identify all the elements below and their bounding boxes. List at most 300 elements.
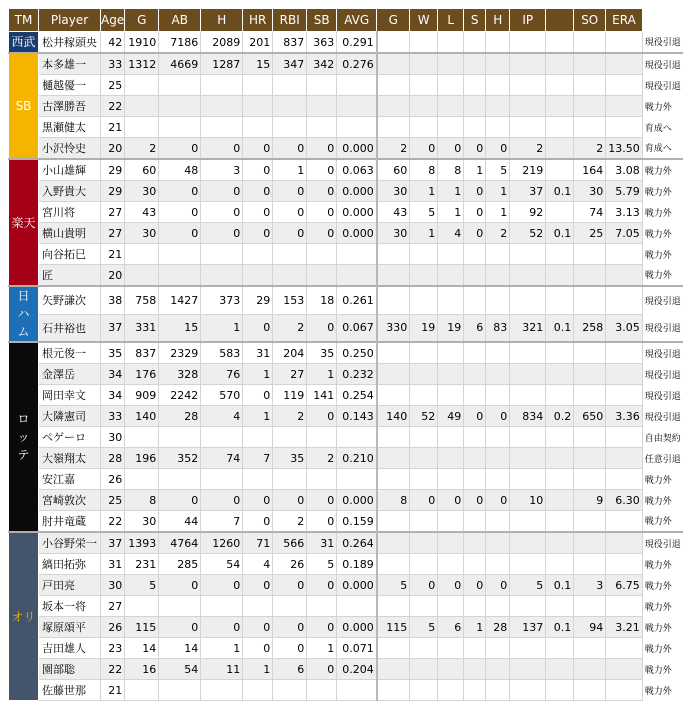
stat-cell: 4 [438, 223, 464, 244]
stat-cell: 9 [574, 490, 606, 511]
stat-cell [337, 75, 377, 96]
stat-cell [273, 75, 307, 96]
stat-cell [438, 448, 464, 469]
stat-cell [410, 427, 438, 448]
stat-cell [510, 244, 546, 265]
stat-cell: 8 [438, 159, 464, 181]
stat-cell [486, 364, 510, 385]
table-row[interactable] [9, 469, 683, 490]
stat-cell [201, 75, 243, 96]
stat-cell: 0.232 [337, 364, 377, 385]
player-name: 岡田幸文 [39, 385, 101, 406]
stat-cell: 115 [377, 617, 410, 638]
column-header[interactable]: AVG [337, 9, 377, 32]
stat-cell: 76 [201, 364, 243, 385]
stat-cell: 25 [101, 490, 125, 511]
stat-cell [464, 469, 486, 490]
stat-cell [486, 244, 510, 265]
stat-cell: 0.000 [337, 617, 377, 638]
stat-cell: 52 [410, 406, 438, 427]
status-note: 自由契約 [642, 427, 683, 448]
stat-cell: 28 [159, 406, 201, 427]
stat-cell: 0 [273, 223, 307, 244]
stat-cell [464, 427, 486, 448]
stat-cell: 54 [159, 659, 201, 680]
stat-cell [546, 265, 574, 287]
stat-cell [201, 469, 243, 490]
stats-table-container [8, 8, 683, 701]
stat-cell: 3.05 [606, 314, 643, 342]
stat-cell: 0 [486, 138, 510, 160]
stat-cell: 2 [273, 406, 307, 427]
stat-cell: 0 [464, 575, 486, 596]
stat-cell: 0.000 [337, 575, 377, 596]
stat-cell [574, 364, 606, 385]
stat-cell [606, 32, 643, 54]
stat-cell [574, 659, 606, 680]
stat-cell: 37 [101, 314, 125, 342]
stat-cell: 0 [159, 490, 201, 511]
table-row[interactable] [9, 202, 683, 223]
table-row[interactable] [9, 659, 683, 680]
stat-cell [606, 117, 643, 138]
stat-cell: 16 [125, 659, 159, 680]
table-row[interactable] [9, 511, 683, 533]
stat-cell [574, 342, 606, 364]
stat-cell: 119 [273, 385, 307, 406]
stat-cell [574, 32, 606, 54]
stat-cell [337, 265, 377, 287]
stat-cell: 0.254 [337, 385, 377, 406]
stat-cell [574, 117, 606, 138]
stat-cell: 1260 [201, 532, 243, 554]
table-row[interactable] [9, 406, 683, 427]
column-header[interactable]: SB [307, 9, 337, 32]
stat-cell: 43 [377, 202, 410, 223]
stat-cell: 2 [486, 223, 510, 244]
stat-cell: 44 [159, 511, 201, 533]
stat-cell [574, 286, 606, 314]
stat-cell [273, 469, 307, 490]
stat-cell [243, 427, 273, 448]
stat-cell: 4 [201, 406, 243, 427]
stat-cell: 1 [410, 181, 438, 202]
stat-cell [410, 638, 438, 659]
stat-cell: 0 [243, 575, 273, 596]
stat-cell: 0 [201, 181, 243, 202]
stat-cell: 48 [159, 159, 201, 181]
stat-cell [337, 680, 377, 701]
table-row[interactable] [9, 314, 683, 342]
player-name: 本多雄一 [39, 53, 101, 75]
stat-cell: 22 [101, 511, 125, 533]
stat-cell [546, 96, 574, 117]
stat-cell: 0 [486, 490, 510, 511]
stat-cell: 71 [243, 532, 273, 554]
status-note: 戦力外 [642, 202, 683, 223]
table-row[interactable] [9, 223, 683, 244]
stat-cell: 14 [159, 638, 201, 659]
table-row[interactable] [9, 575, 683, 596]
stat-cell: 29 [101, 181, 125, 202]
stat-cell: 0.291 [337, 32, 377, 54]
player-name: 大嶺翔太 [39, 448, 101, 469]
stat-cell: 7186 [159, 32, 201, 54]
table-row[interactable] [9, 181, 683, 202]
stat-cell: 373 [201, 286, 243, 314]
table-row[interactable] [9, 159, 683, 181]
player-name: 入野貴大 [39, 181, 101, 202]
player-name: 小沢怜史 [39, 138, 101, 160]
stat-cell [243, 680, 273, 701]
stat-cell: 60 [125, 159, 159, 181]
stat-cell [377, 554, 410, 575]
column-header[interactable]: HR [243, 9, 273, 32]
stat-cell: 1 [438, 181, 464, 202]
status-note: 戦力外 [642, 265, 683, 287]
stat-cell [464, 554, 486, 575]
stat-cell [510, 286, 546, 314]
stat-cell [410, 32, 438, 54]
stat-cell: 31 [243, 342, 273, 364]
stat-cell: 1287 [201, 53, 243, 75]
stat-cell [438, 596, 464, 617]
stat-cell [159, 265, 201, 287]
stat-cell: 201 [243, 32, 273, 54]
stat-cell [377, 596, 410, 617]
stat-cell: 2 [510, 138, 546, 160]
player-name: 匠 [39, 265, 101, 287]
stat-cell: 0 [201, 202, 243, 223]
stat-cell: 8 [125, 490, 159, 511]
stat-cell: 834 [510, 406, 546, 427]
status-note: 戦力外 [642, 244, 683, 265]
stat-cell [546, 532, 574, 554]
stat-cell [410, 385, 438, 406]
column-header[interactable]: IP [510, 9, 546, 32]
stat-cell [606, 638, 643, 659]
stat-cell [273, 117, 307, 138]
stat-cell: 0 [307, 223, 337, 244]
stat-cell: 0 [243, 617, 273, 638]
stat-cell [546, 286, 574, 314]
stat-cell [125, 469, 159, 490]
stat-cell [510, 511, 546, 533]
stat-cell [377, 427, 410, 448]
table-row[interactable] [9, 138, 683, 160]
stat-cell: 1427 [159, 286, 201, 314]
stat-cell [486, 638, 510, 659]
stat-cell [410, 286, 438, 314]
stat-cell [438, 286, 464, 314]
player-name: 横山貴明 [39, 223, 101, 244]
stat-cell [377, 244, 410, 265]
stat-cell [486, 96, 510, 117]
column-header[interactable]: TM [9, 9, 39, 32]
column-header[interactable]: ERA [606, 9, 643, 32]
stat-cell [243, 265, 273, 287]
column-header[interactable]: Age [101, 9, 125, 32]
stat-cell [546, 32, 574, 54]
stat-cell: 34 [101, 385, 125, 406]
stat-cell [438, 469, 464, 490]
stat-cell [464, 385, 486, 406]
stat-cell: 0 [464, 181, 486, 202]
stat-cell [606, 96, 643, 117]
stat-cell: 0 [159, 202, 201, 223]
stat-cell [410, 364, 438, 385]
column-header[interactable]: S [464, 9, 486, 32]
stat-cell: 26 [101, 469, 125, 490]
stat-cell [377, 265, 410, 287]
stat-cell [546, 469, 574, 490]
stat-cell: 3 [201, 159, 243, 181]
status-note: 現役引退 [642, 314, 683, 342]
stat-cell: 6.30 [606, 490, 643, 511]
stat-cell [159, 244, 201, 265]
status-note: 現役引退 [642, 75, 683, 96]
stat-cell: 6.75 [606, 575, 643, 596]
stat-cell: 0.189 [337, 554, 377, 575]
stat-cell [486, 32, 510, 54]
stat-cell [510, 32, 546, 54]
stat-cell [125, 244, 159, 265]
stat-cell: 0.000 [337, 138, 377, 160]
column-header[interactable]: Player [39, 9, 101, 32]
player-name: 戸田亮 [39, 575, 101, 596]
stat-cell: 0 [410, 138, 438, 160]
stat-cell: 650 [574, 406, 606, 427]
stat-cell: 0.1 [546, 617, 574, 638]
stat-cell: 33 [101, 53, 125, 75]
stat-cell [243, 469, 273, 490]
table-row[interactable] [9, 490, 683, 511]
column-header[interactable]: G [377, 9, 410, 32]
stat-cell [574, 448, 606, 469]
column-header[interactable]: SO [574, 9, 606, 32]
table-row[interactable] [9, 244, 683, 265]
stat-cell: 0 [307, 617, 337, 638]
stat-cell: 30 [574, 181, 606, 202]
stat-cell [546, 511, 574, 533]
stat-cell: 5 [307, 554, 337, 575]
stat-cell [307, 117, 337, 138]
stat-cell: 29 [101, 159, 125, 181]
table-row[interactable] [9, 364, 683, 385]
note-header-blank [642, 9, 683, 32]
stat-cell [377, 96, 410, 117]
stat-cell: 1 [273, 159, 307, 181]
stat-cell [574, 532, 606, 554]
status-note: 育成へ [642, 138, 683, 160]
stat-cell: 13.50 [606, 138, 643, 160]
stat-cell: 1 [201, 638, 243, 659]
table-row[interactable] [9, 385, 683, 406]
stat-cell: 347 [273, 53, 307, 75]
stat-cell: 1 [410, 223, 438, 244]
stat-cell [510, 680, 546, 701]
stat-cell [337, 427, 377, 448]
stat-cell: 30 [125, 181, 159, 202]
table-row[interactable] [9, 75, 683, 96]
stat-cell: 5 [510, 575, 546, 596]
status-note: 戦力外 [642, 554, 683, 575]
stat-cell: 29 [243, 286, 273, 314]
team-label [9, 286, 39, 342]
stat-cell: 3 [574, 575, 606, 596]
stat-cell [438, 342, 464, 364]
table-row[interactable] [9, 680, 683, 701]
stat-cell [243, 75, 273, 96]
team-label [9, 53, 39, 159]
stat-cell [574, 680, 606, 701]
stat-cell: 0 [159, 223, 201, 244]
table-row[interactable] [9, 53, 683, 75]
column-header[interactable]: W [410, 9, 438, 32]
stat-cell [201, 427, 243, 448]
stat-cell: 4669 [159, 53, 201, 75]
team-label [9, 342, 39, 532]
stat-cell: 38 [101, 286, 125, 314]
stat-cell [273, 680, 307, 701]
stat-cell: 5 [410, 202, 438, 223]
table-row[interactable] [9, 32, 683, 54]
player-name: 吉田雄人 [39, 638, 101, 659]
table-row[interactable] [9, 554, 683, 575]
player-name: 黒瀬健太 [39, 117, 101, 138]
stat-cell: 0.1 [546, 314, 574, 342]
stat-cell: 0 [243, 159, 273, 181]
table-row[interactable] [9, 265, 683, 287]
team-name: 日ハム [17, 289, 30, 339]
stat-cell [410, 469, 438, 490]
stat-cell [307, 244, 337, 265]
stat-cell [486, 53, 510, 75]
stat-cell: 566 [273, 532, 307, 554]
table-row[interactable] [9, 286, 683, 314]
stat-cell [464, 659, 486, 680]
stat-cell: 42 [101, 32, 125, 54]
stat-cell [438, 385, 464, 406]
player-name: 大隣憲司 [39, 406, 101, 427]
stat-cell [125, 117, 159, 138]
stat-cell: 30 [377, 181, 410, 202]
stat-cell: 0.264 [337, 532, 377, 554]
stat-cell: 6 [438, 617, 464, 638]
stat-cell: 0 [410, 490, 438, 511]
stat-cell [546, 53, 574, 75]
stat-cell [606, 469, 643, 490]
player-name: 肘井竜蔵 [39, 511, 101, 533]
stat-cell: 837 [273, 32, 307, 54]
stat-cell [510, 469, 546, 490]
table-row[interactable] [9, 117, 683, 138]
stat-cell [486, 511, 510, 533]
stat-cell [510, 265, 546, 287]
stat-cell: 8 [410, 159, 438, 181]
table-row[interactable] [9, 96, 683, 117]
column-header[interactable]: AB [159, 9, 201, 32]
stat-cell [546, 342, 574, 364]
stat-cell: 0 [307, 511, 337, 533]
stat-cell: 285 [159, 554, 201, 575]
stat-cell: 0 [307, 181, 337, 202]
column-header[interactable]: H [486, 9, 510, 32]
table-row[interactable] [9, 638, 683, 659]
column-header[interactable]: L [438, 9, 464, 32]
stat-cell: 30 [377, 223, 410, 244]
stat-cell: 909 [125, 385, 159, 406]
stat-cell: 3.08 [606, 159, 643, 181]
stat-cell [464, 53, 486, 75]
team-label [9, 532, 39, 701]
stat-cell [606, 244, 643, 265]
stat-cell [438, 364, 464, 385]
stat-cell [337, 469, 377, 490]
stat-cell: 2 [307, 448, 337, 469]
stat-cell [510, 96, 546, 117]
stat-cell: 19 [438, 314, 464, 342]
table-row[interactable] [9, 532, 683, 554]
stat-cell: 331 [125, 314, 159, 342]
stat-cell [125, 96, 159, 117]
column-header[interactable] [546, 9, 574, 32]
stat-cell [606, 532, 643, 554]
stat-cell: 115 [125, 617, 159, 638]
stat-cell: 20 [101, 138, 125, 160]
stat-cell: 0 [201, 490, 243, 511]
status-note: 育成へ [642, 117, 683, 138]
table-row[interactable] [9, 342, 683, 364]
stat-cell [410, 532, 438, 554]
stat-cell [606, 596, 643, 617]
table-row[interactable] [9, 596, 683, 617]
stat-cell: 0 [307, 202, 337, 223]
player-name: 樋越優一 [39, 75, 101, 96]
stat-cell: 196 [125, 448, 159, 469]
stat-cell: 74 [201, 448, 243, 469]
stat-cell: 22 [101, 96, 125, 117]
stat-cell [273, 596, 307, 617]
stat-cell [410, 244, 438, 265]
stat-cell: 83 [486, 314, 510, 342]
stat-cell [273, 96, 307, 117]
stat-cell [125, 596, 159, 617]
status-note: 現役引退 [642, 32, 683, 54]
stat-cell [464, 96, 486, 117]
stat-cell: 15 [159, 314, 201, 342]
stat-cell: 4764 [159, 532, 201, 554]
stat-cell [546, 659, 574, 680]
player-name: 向谷拓巳 [39, 244, 101, 265]
stat-cell [307, 96, 337, 117]
stat-cell [464, 286, 486, 314]
stat-cell: 141 [307, 385, 337, 406]
column-header[interactable]: H [201, 9, 243, 32]
stat-cell: 153 [273, 286, 307, 314]
column-header[interactable]: RBI [273, 9, 307, 32]
table-row[interactable] [9, 427, 683, 448]
stat-cell [377, 342, 410, 364]
status-note: 戦力外 [642, 575, 683, 596]
column-header[interactable]: G [125, 9, 159, 32]
status-note: 現役引退 [642, 364, 683, 385]
stat-cell [510, 596, 546, 617]
status-note: 戦力外 [642, 490, 683, 511]
stat-cell: 25 [101, 75, 125, 96]
table-row[interactable] [9, 617, 683, 638]
table-row[interactable] [9, 448, 683, 469]
